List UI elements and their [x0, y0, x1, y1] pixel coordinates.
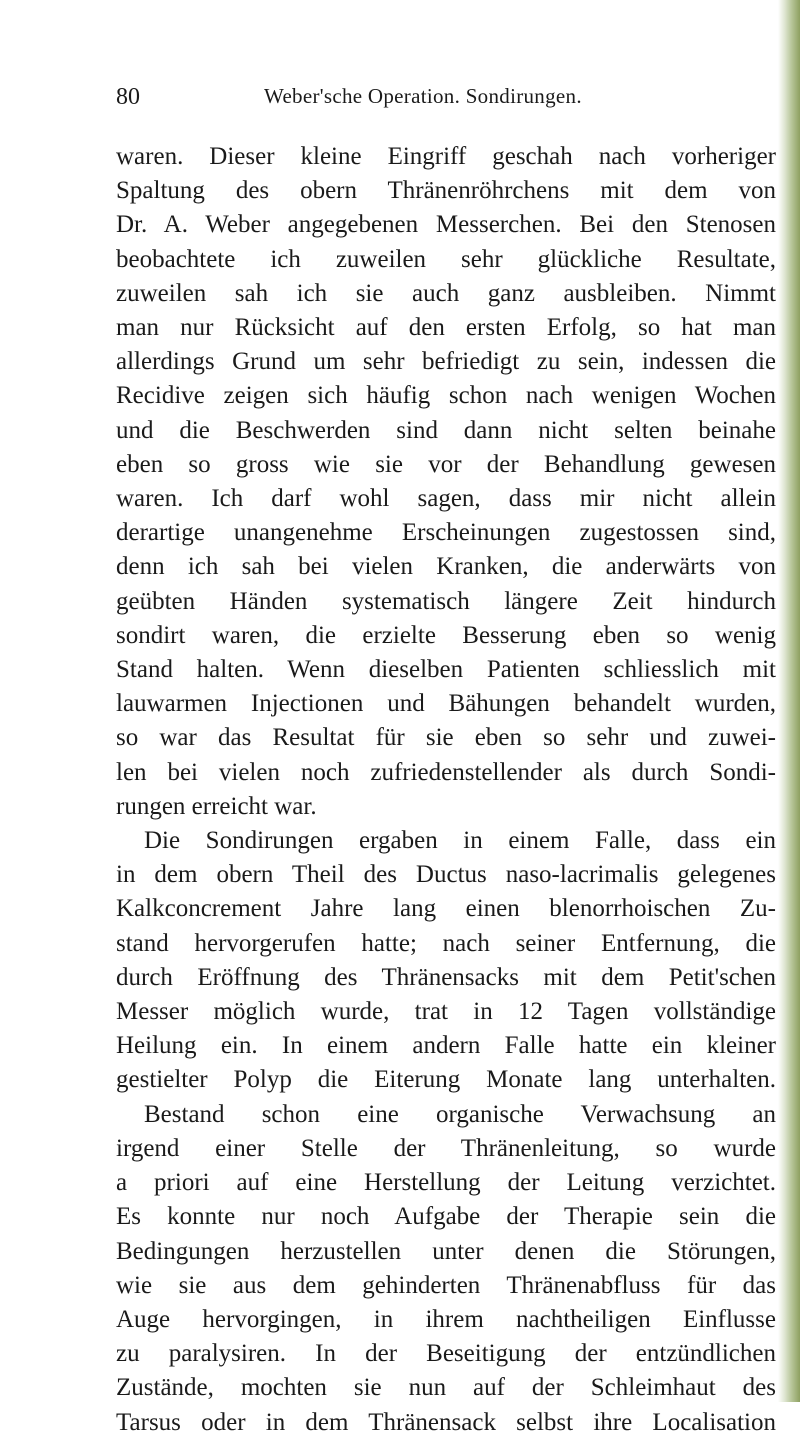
text-line: wie sie aus dem gehinderten Thränenabfluss für das: [116, 1271, 776, 1299]
text-line: sondirt waren, die erzielte Besserung eben so wenig: [116, 621, 776, 649]
text-line: Stand halten. Wenn dieselben Patienten schliesslich mit: [116, 656, 776, 684]
text-line: in dem obern Theil des Ductus naso-lacrimalis gelegenes: [116, 861, 776, 889]
text-line: Bedingungen herzustellen unter denen die Störungen,: [116, 1237, 776, 1265]
text-line: Messer möglich wurde, trat in 12 Tagen vollständige: [116, 998, 776, 1026]
text-line: irgend einer Stelle der Thränenleitung, so wurde: [116, 1134, 776, 1162]
text-line: len bei vielen noch zufriedenstellender als durch Sondi-: [116, 758, 776, 786]
page-edge-shadow: [778, 0, 800, 1402]
text-line: lauwarmen Injectionen und Bähungen behandelt wurden,: [116, 690, 776, 718]
text-line: man nur Rücksicht auf den ersten Erfolg, so hat man: [116, 314, 776, 342]
text-line: zu paralysiren. In der Beseitigung der entzündlichen: [116, 1340, 776, 1368]
text-line: denn ich sah bei vielen Kranken, die anderwärts von: [116, 553, 776, 581]
text-line: Recidive zeigen sich häufig schon nach wenigen Wochen: [116, 382, 776, 410]
page-header: [116, 84, 776, 114]
text-line: zuweilen sah ich sie auch ganz ausbleiben. Nimmt: [116, 279, 776, 307]
text-line: Tarsus oder in dem Thränensack selbst ihre Localisation: [116, 1408, 776, 1436]
body-text: [116, 140, 776, 1440]
text-line: derartige unangenehme Erscheinungen zugestossen sind,: [116, 519, 776, 547]
text-line: waren. Ich darf wohl sagen, dass mir nicht allein: [116, 485, 776, 513]
text-line: Es konnte nur noch Aufgabe der Therapie sein die: [116, 1203, 776, 1231]
text-line: waren. Dieser kleine Eingriff geschah nach vorheriger: [116, 143, 776, 170]
text-line: geübten Händen systematisch längere Zeit hindurch: [116, 587, 776, 615]
text-line: und die Beschwerden sind dann nicht selten beinahe: [116, 416, 776, 444]
text-line: durch Eröffnung des Thränensacks mit dem Petit'schen: [116, 963, 776, 991]
text-line: rungen erreicht war.: [116, 792, 317, 820]
text-line: Bestand schon eine organische Verwachsung an: [144, 1100, 776, 1128]
text-line: eben so gross wie sie vor der Behandlung gewesen: [116, 450, 776, 478]
text-line: beobachtete ich zuweilen sehr glückliche Resultate,: [116, 245, 776, 273]
text-line: Spaltung des obern Thränenröhrchens mit dem von: [116, 177, 776, 205]
text-line: stand hervorgerufen hatte; nach seiner Entfernung, die: [116, 929, 776, 957]
running-head: Weber'sche Operation. Sondirungen.: [264, 84, 582, 108]
text-line: a priori auf eine Herstellung der Leitung verzichtet.: [116, 1169, 776, 1197]
text-line: Die Sondirungen ergaben in einem Falle, dass ein: [144, 827, 776, 855]
text-line: allerdings Grund um sehr befriedigt zu sein, indessen die: [116, 348, 776, 376]
text-line: so war das Resultat für sie eben so sehr und zuwei-: [116, 724, 776, 752]
text-line: Heilung ein. In einem andern Falle hatte ein kleiner: [116, 1032, 776, 1060]
text-line: Kalkconcrement Jahre lang einen blenorrhoischen Zu-: [116, 895, 776, 923]
text-line: Dr. A. Weber angegebenen Messerchen. Bei den Stenosen: [116, 211, 776, 239]
text-line: Auge hervorgingen, in ihrem nachtheiligen Einflusse: [116, 1305, 776, 1333]
page-number: 80: [116, 84, 140, 110]
text-line: gestielter Polyp die Eiterung Monate lang unterhalten.: [116, 1066, 776, 1094]
text-line: Zustände, mochten sie nun auf der Schleimhaut des: [116, 1374, 776, 1402]
